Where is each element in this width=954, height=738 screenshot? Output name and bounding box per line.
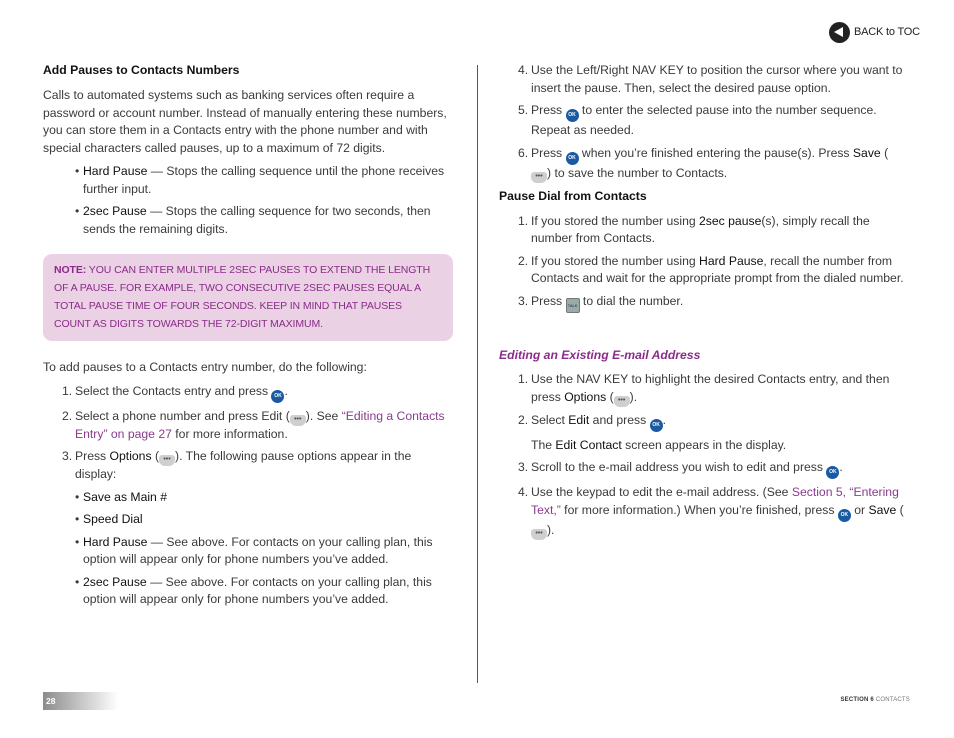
page-number-bar	[43, 692, 118, 710]
bullet-term: 2sec Pause	[83, 204, 147, 218]
pause-term: 2sec pause	[699, 213, 762, 228]
soft-key-icon: •••	[159, 455, 175, 466]
edit-email-step-4	[499, 484, 904, 540]
step-text: Press	[531, 103, 566, 117]
step-text: Select	[531, 412, 569, 427]
step-text: .	[662, 412, 666, 427]
step-number: 3.	[62, 449, 73, 463]
step-text: The	[531, 437, 556, 452]
ok-key-icon: OK	[838, 509, 851, 522]
step-number: 1.	[62, 383, 73, 398]
step-text: to enter the selected pause into the number sequence. Repeat as needed.	[531, 103, 877, 137]
option-term: Hard Pause	[83, 534, 148, 549]
ok-key-icon: OK	[826, 466, 839, 479]
step-text: for more information.	[171, 426, 288, 441]
step-text: Press	[531, 145, 566, 160]
edit-email-step-3	[499, 459, 904, 479]
note-box	[43, 254, 453, 341]
step-number: 2.	[518, 412, 529, 427]
step-text: (	[606, 389, 614, 404]
left-column	[43, 62, 453, 614]
option-2sec-pause	[43, 574, 453, 609]
step-text: If you stored the number using	[531, 253, 700, 268]
ok-key-icon: OK	[650, 419, 663, 432]
step-text: ). The following pause options appear in the display:	[75, 449, 412, 481]
note-text: YOU CAN ENTER MULTIPLE 2SEC PAUSES TO EXTEND THE LENGTH OF A PAUSE. FOR EXAMPLE, TWO CONSECUTIVE 2SEC PAUSES EQUAL A TOTAL PAUSE TIME OF FOUR SECONDS. KEEP IN MIND THAT PAUSES COUNT AS DIGITS TOWARDS THE 72-DIGIT MAXIMUM.	[54, 264, 431, 330]
step-text: Select a phone number and press Edit (	[75, 408, 290, 423]
option-term: Save as Main #	[83, 489, 168, 504]
soft-key-icon: •••	[290, 415, 306, 426]
back-to-toc-label: BACK to TOC	[854, 25, 920, 38]
step-text: Use the keypad to edit the e-mail address. (See	[531, 485, 792, 499]
options-term: Options	[564, 389, 607, 404]
step-text: ). See	[305, 408, 342, 423]
footer-section-label	[840, 692, 910, 710]
save-term: Save	[868, 502, 897, 517]
step-text: ).	[547, 522, 555, 537]
options-term: Options	[109, 449, 152, 463]
soft-key-icon: •••	[531, 529, 547, 540]
intro-paragraph: Calls to automated systems such as banking services often require a password or account number. Instead of manually entering these numbers, you can store them in a Contacts entry with the phone number and with special characters called pauses, up to a maximum of 72 digits.	[43, 88, 447, 155]
step-text: Press	[75, 449, 110, 463]
step-1	[43, 383, 453, 403]
step-text: .	[284, 383, 288, 398]
step-2	[43, 408, 453, 444]
section-heading: Add Pauses to Contacts Numbers	[43, 63, 240, 77]
option-term: Speed Dial	[83, 512, 143, 526]
column-divider	[477, 65, 478, 683]
pause-dial-heading: Pause Dial from Contacts	[499, 188, 647, 203]
step-text: Select the Contacts entry and press	[75, 383, 272, 398]
step-5	[499, 102, 904, 140]
step-text: to dial the number.	[579, 293, 684, 308]
right-column	[499, 62, 904, 545]
todo-text: To add pauses to a Contacts entry number, do the following:	[43, 360, 367, 374]
cross-reference-link[interactable]: Section 5, “Entering Text,”	[531, 485, 899, 517]
edit-email-step-1	[499, 371, 904, 407]
step-text: when you’re finished entering the pause(s). Press	[578, 145, 853, 160]
footer-title: CONTACTS	[875, 697, 910, 703]
step-text: , recall the number from Contacts and wait for the appropriate prompt from the dialed number.	[531, 253, 904, 285]
option-desc: — See above. For contacts on your calling plan, this option will appear only for phone numbers you’ve added.	[83, 534, 433, 566]
step-number: 2.	[518, 253, 529, 268]
note-label: NOTE:	[54, 264, 87, 276]
step-text: Use the NAV KEY to highlight the desired Contacts entry, and then press	[531, 372, 890, 404]
step-number: 4.	[518, 485, 529, 499]
step-4	[499, 62, 904, 97]
step-text: .	[839, 460, 843, 474]
save-term: Save	[852, 145, 881, 160]
ok-key-icon: OK	[566, 109, 579, 122]
step-text: If you stored the number using	[531, 213, 700, 228]
pause-dial-step-3	[499, 293, 904, 313]
back-arrow-icon	[829, 22, 850, 43]
ok-key-icon: OK	[271, 390, 284, 403]
bullet-2sec-pause	[43, 203, 453, 238]
step-number: 5.	[518, 103, 529, 117]
pause-term: Hard Pause	[699, 253, 764, 268]
step-number: 1.	[518, 372, 529, 386]
step-text: ).	[629, 389, 638, 404]
step-text: Use the Left/Right NAV KEY to position the cursor where you want to insert the pause. Then, select the desired pause option.	[531, 63, 903, 95]
step-number: 4.	[518, 63, 529, 77]
option-save-as-main	[43, 489, 453, 507]
step-text: ) to save the number to Contacts.	[547, 165, 728, 180]
pause-dial-step-2	[499, 253, 904, 288]
ok-key-icon: OK	[566, 152, 579, 165]
step-number: 1.	[518, 213, 529, 228]
soft-key-icon: •••	[531, 172, 547, 183]
option-hard-pause	[43, 534, 453, 569]
step-number: 3.	[518, 460, 529, 474]
cross-reference-link[interactable]: “Editing a Contacts Entry” on page 27	[75, 408, 445, 441]
step-text: (	[880, 145, 889, 160]
edit-contact-term: Edit Contact	[555, 437, 622, 452]
bullet-desc: — Stops the calling sequence for two seconds, then sends the remaining digits.	[83, 204, 431, 236]
edit-term: Edit	[568, 412, 590, 427]
step-6	[499, 145, 904, 183]
edit-email-step-2-note	[499, 437, 904, 455]
option-term: 2sec Pause	[83, 574, 147, 589]
soft-key-icon: •••	[614, 396, 630, 407]
footer-section: SECTION 6	[840, 697, 874, 703]
step-text: (	[896, 502, 904, 517]
talk-key-icon: TALK	[566, 298, 580, 313]
step-number: 2.	[62, 408, 73, 423]
bullet-term: Hard Pause	[83, 164, 148, 178]
editing-email-heading: Editing an Existing E-mail Address	[499, 347, 701, 362]
bullet-desc: — Stops the calling sequence until the phone receives further input.	[83, 164, 445, 196]
step-number: 6.	[518, 145, 529, 160]
back-to-toc-link[interactable]	[829, 22, 920, 43]
page-number: 28	[46, 696, 56, 706]
option-speed-dial	[43, 511, 453, 529]
step-text: Press	[531, 293, 566, 308]
step-text: (s), simply recall the number from Contacts.	[531, 213, 870, 245]
step-text: (	[151, 449, 160, 463]
step-text: screen appears in the display.	[621, 437, 787, 452]
step-text: or	[850, 502, 869, 517]
pause-dial-step-1	[499, 213, 904, 248]
step-3	[43, 448, 453, 484]
edit-email-step-2	[499, 412, 904, 432]
step-text: for more information.) When you’re finished, press	[560, 502, 838, 517]
bullet-hard-pause	[43, 163, 453, 198]
step-number: 3.	[518, 293, 529, 308]
step-text: and press	[589, 412, 650, 427]
step-text: Scroll to the e-mail address you wish to edit and press	[531, 460, 827, 474]
option-desc: — See above. For contacts on your calling plan, this option will appear only for phone numbers you’ve added.	[83, 574, 432, 606]
